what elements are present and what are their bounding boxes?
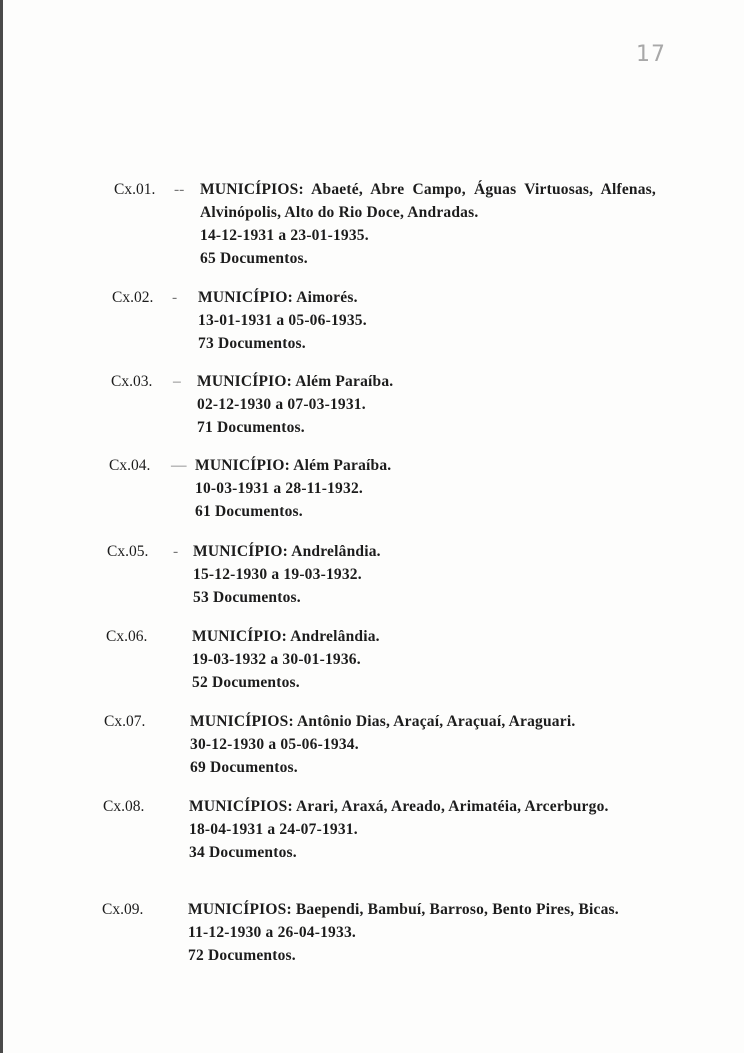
dash: - bbox=[172, 289, 178, 306]
entry-content bbox=[193, 540, 649, 609]
dash: - bbox=[173, 543, 179, 560]
entry-content bbox=[200, 178, 656, 270]
box-label: Cx.09. bbox=[102, 901, 144, 918]
date-range: 14-12-1931 a 23-01-1935. bbox=[200, 227, 369, 244]
box-label: Cx.02. bbox=[112, 289, 154, 306]
entry-content bbox=[195, 454, 651, 523]
municipio-heading: MUNICÍPIOS: Baependi, Bambuí, Barroso, Bento Pires, Bicas. bbox=[188, 901, 619, 918]
date-range: 11-12-1930 a 26-04-1933. bbox=[188, 924, 356, 941]
date-range: 15-12-1930 a 19-03-1932. bbox=[193, 566, 362, 583]
date-range: 02-12-1930 a 07-03-1931. bbox=[197, 396, 366, 413]
municipio-heading: MUNICÍPIO: Além Paraíba. bbox=[197, 373, 394, 390]
municipio-heading: MUNICÍPIOS: Abaeté, Abre Campo, Águas Virtuosas, Alfenas, Alvinópolis, Alto do Rio Doce, Andradas. bbox=[200, 181, 656, 221]
document-count: 65 Documentos. bbox=[200, 250, 308, 267]
document-count: 73 Documentos. bbox=[198, 335, 306, 352]
box-label: Cx.04. bbox=[109, 457, 151, 474]
box-label: Cx.07. bbox=[104, 713, 146, 730]
municipio-heading: MUNICÍPIO: Além Paraíba. bbox=[195, 457, 392, 474]
box-label: Cx.05. bbox=[107, 543, 149, 560]
entry-content bbox=[190, 710, 646, 779]
dash: — bbox=[171, 457, 187, 474]
box-label: Cx.03. bbox=[111, 373, 153, 390]
page-number: 17 bbox=[636, 42, 666, 67]
entry-content bbox=[198, 286, 654, 355]
entry-content bbox=[188, 898, 644, 967]
document-count: 61 Documentos. bbox=[195, 503, 303, 520]
municipio-heading: MUNICÍPIOS: Antônio Dias, Araçaí, Araçuaí, Araguari. bbox=[190, 713, 576, 730]
document-count: 72 Documentos. bbox=[188, 947, 296, 964]
date-range: 13-01-1931 a 05-06-1935. bbox=[198, 312, 367, 329]
left-scan-edge bbox=[0, 0, 3, 1053]
entry-content bbox=[192, 625, 648, 694]
date-range: 30-12-1930 a 05-06-1934. bbox=[190, 736, 359, 753]
document-count: 52 Documentos. bbox=[192, 674, 300, 691]
entry-content bbox=[197, 370, 653, 439]
date-range: 18-04-1931 a 24-07-1931. bbox=[189, 821, 358, 838]
dash: -- bbox=[174, 181, 185, 198]
municipio-heading: MUNICÍPIO: Andrelândia. bbox=[192, 628, 380, 645]
box-label: Cx.08. bbox=[103, 798, 145, 815]
municipio-heading: MUNICÍPIO: Aimorés. bbox=[198, 289, 358, 306]
dash: – bbox=[173, 373, 181, 390]
municipio-heading: MUNICÍPIOS: Arari, Araxá, Areado, Arimatéia, Arcerburgo. bbox=[189, 798, 609, 815]
document-count: 34 Documentos. bbox=[189, 844, 297, 861]
box-label: Cx.06. bbox=[106, 628, 148, 645]
box-label: Cx.01. bbox=[114, 181, 156, 198]
entry-content bbox=[189, 795, 645, 864]
document-count: 69 Documentos. bbox=[190, 759, 298, 776]
municipio-heading: MUNICÍPIO: Andrelândia. bbox=[193, 543, 381, 560]
document-count: 53 Documentos. bbox=[193, 589, 301, 606]
date-range: 19-03-1932 a 30-01-1936. bbox=[192, 651, 361, 668]
date-range: 10-03-1931 a 28-11-1932. bbox=[195, 480, 363, 497]
document-count: 71 Documentos. bbox=[197, 419, 305, 436]
